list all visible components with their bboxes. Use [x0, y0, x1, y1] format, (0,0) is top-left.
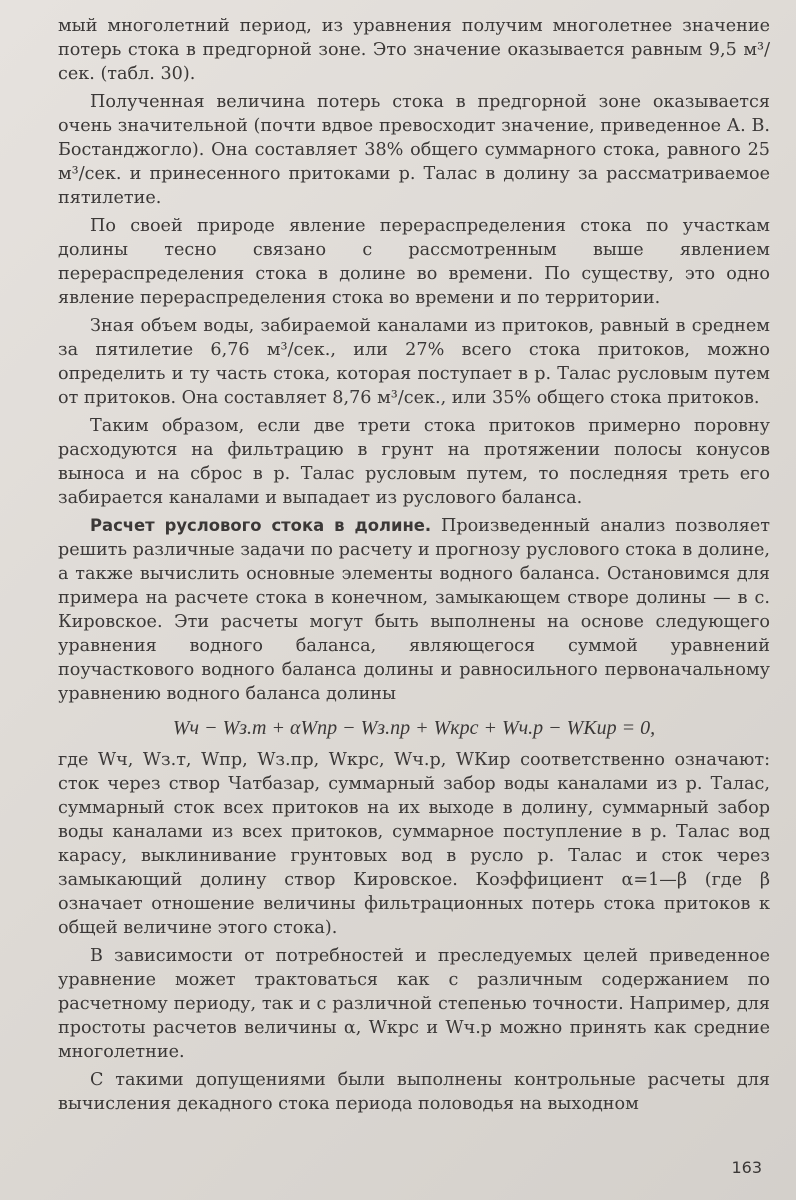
section-text: Произведенный анализ позволяет решить различные задачи по расчету и прогнозу руслового стока в долине, а также вычислить основные элементы водного баланса. Остановимся для примера на расчете стока в конечном, замыкающем створе долины — в с. Кировское. Эти расчеты могут быть выполнены на основе следующего уравнения водного баланса, являющегося суммой уравнений поучасткового водного баланса долины и равносильного первоначальному уравнению водного баланса долины: [58, 516, 770, 704]
paragraph-section: [58, 514, 770, 706]
paragraph-interpretation: В зависимости от потребностей и преследуемых целей приведенное уравнение может трактоваться как с различным содержанием по расчетному периоду, так и с различной степенью точности. Например, для простоты расчетов величины α, Wкрс и Wч.р можно принять как средние многолетние.: [58, 946, 770, 1062]
paragraph-losses: Полученная величина потерь стока в предгорной зоне оказывается очень значительной (почти вдвое превосходит значение, приведенное А. В. Бостанджогло). Она составляет 38% общего суммарного стока, равного 25 м³/сек. и принесенного притоками р. Талас в долину за рассматриваемое пятилетие.: [58, 92, 770, 208]
page-number: 163: [731, 1158, 762, 1177]
paragraph-conclusion: Таким образом, если две трети стока притоков примерно поровну расходуются на фильтрацию в грунт на протяжении полосы конусов выноса и на сброс в р. Талас русловым путем, то последняя треть его забирается каналами и выпадает из руслового баланса.: [58, 416, 770, 508]
water-balance-equation: Wч − Wз.т + αWпр − Wз.пр + Wкрс + Wч.р − WКир = 0,: [172, 717, 656, 739]
paragraph-control-calc: С такими допущениями были выполнены контрольные расчеты для вычисления декадного стока периода половодья на выходном: [58, 1070, 770, 1114]
paragraph-notation: где Wч, Wз.т, Wпр, Wз.пр, Wкрс, Wч.р, WКир соответственно означают: сток через створ Чатбазар, суммарный забор воды каналами из р. Талас, суммарный сток всех притоков на их выходе в долину, суммарный забор воды каналами из всех притоков, суммарное поступление в р. Талас вод карасу, выклинивание грунтовых вод в русло р. Талас и сток через замыкающий долину створ Кировское. Коэффициент α=1—β (где β означает отношение величины фильтрационных потерь стока притоков к общей величине этого стока).: [58, 750, 770, 938]
paragraph-redistribution: По своей природе явление перераспределения стока по участкам долины тесно связано с рассмотренным выше явлением перераспределения стока в долине во времени. По существу, это одно явление перераспределения стока во времени и по территории.: [58, 216, 770, 308]
paragraph-canals: Зная объем воды, забираемой каналами из притоков, равный в среднем за пятилетие 6,76 м³/сек., или 27% всего стока притоков, можно определить и ту часть стока, которая поступает в р. Талас русловым путем от притоков. Она составляет 8,76 м³/сек., или 35% общего стока притоков.: [58, 316, 770, 408]
page-body: [58, 14, 770, 1120]
paragraph-continued: мый многолетний период, из уравнения получим многолетнее значение потерь стока в предгорной зоне. Это значение оказывается равным 9,5 м³/сек. (табл. 30).: [58, 16, 770, 84]
section-heading: Расчет руслового стока в долине.: [90, 516, 432, 535]
